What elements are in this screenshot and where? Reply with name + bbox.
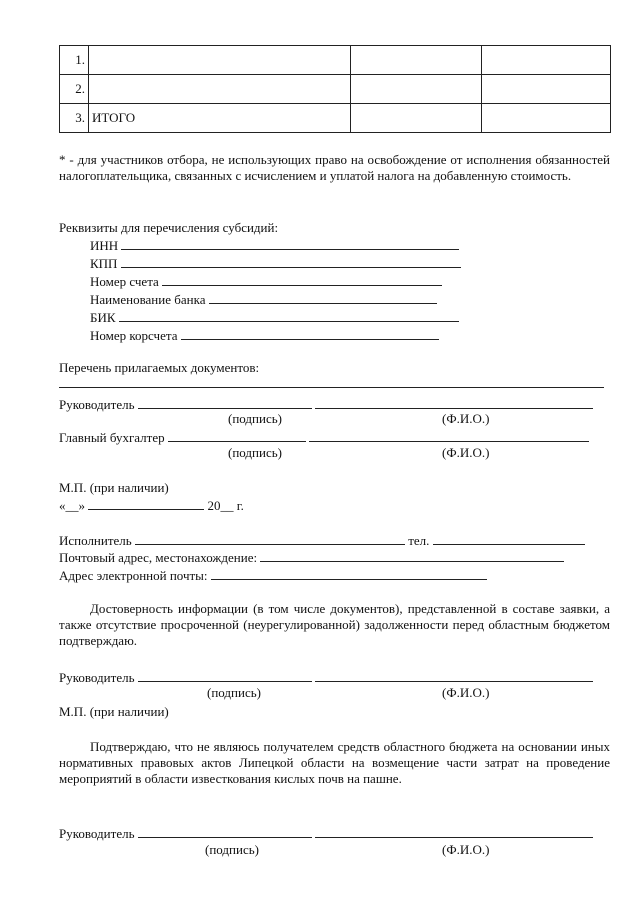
row-value xyxy=(482,104,611,133)
row-value xyxy=(351,75,482,104)
table-row xyxy=(60,75,611,104)
email-row xyxy=(59,567,487,584)
accountant-signature-row xyxy=(59,429,589,446)
row-name: ИТОГО xyxy=(89,104,351,133)
docs-title: Перечень прилагаемых документов: xyxy=(59,360,260,375)
docs-field[interactable] xyxy=(59,375,604,388)
fio-caption: (Ф.И.О.) xyxy=(442,411,490,426)
table-row xyxy=(60,46,611,75)
corr-label: Номер корсчета xyxy=(90,328,178,343)
date-row xyxy=(59,497,244,514)
row-name xyxy=(89,75,351,104)
row-number: 2. xyxy=(60,75,89,104)
bik-row xyxy=(90,309,459,326)
fio-caption: (Ф.И.О.) xyxy=(442,685,490,700)
postal-row xyxy=(59,549,564,566)
row-number: 1. xyxy=(60,46,89,75)
head-fio-field[interactable] xyxy=(315,669,593,682)
kpp-label: КПП xyxy=(90,256,118,271)
kpp-row xyxy=(90,255,461,272)
date-month-field[interactable] xyxy=(88,497,204,510)
corr-field[interactable] xyxy=(181,327,439,340)
head-signature-row xyxy=(59,396,593,413)
confirmation-paragraph-1: Достоверность информации (в том числе документов), представленной в составе заявки, а также отсутствие просроченной (неурегулированной) задолженности перед областным бюджетом подтверждаю. xyxy=(59,601,610,648)
head-fio-field[interactable] xyxy=(315,825,593,838)
postal-field[interactable] xyxy=(260,549,564,562)
head-fio-field[interactable] xyxy=(315,396,593,409)
account-row xyxy=(90,273,442,290)
row-number: 3. xyxy=(60,104,89,133)
head-signature-row-3 xyxy=(59,825,593,842)
email-field[interactable] xyxy=(211,567,487,580)
stamp-label: М.П. (при наличии) xyxy=(59,704,169,719)
accountant-sign-field[interactable] xyxy=(168,429,306,442)
account-label: Номер счета xyxy=(90,274,159,289)
date-year: 20__ г. xyxy=(207,498,244,513)
executor-row xyxy=(59,532,585,549)
fio-caption: (Ф.И.О.) xyxy=(442,842,490,857)
inn-label: ИНН xyxy=(90,238,119,253)
accountant-fio-field[interactable] xyxy=(309,429,589,442)
date-day: «__» xyxy=(59,498,85,513)
sign-caption: (подпись) xyxy=(228,445,282,460)
sign-caption: (подпись) xyxy=(205,842,259,857)
inn-field[interactable] xyxy=(121,237,459,250)
sign-caption: (подпись) xyxy=(228,411,282,426)
row-value xyxy=(482,75,611,104)
row-name xyxy=(89,46,351,75)
head-label: Руководитель xyxy=(59,670,135,685)
email-label: Адрес электронной почты: xyxy=(59,568,208,583)
bank-label: Наименование банка xyxy=(90,292,206,307)
bank-field[interactable] xyxy=(209,291,437,304)
row-value xyxy=(351,46,482,75)
phone-label: тел. xyxy=(408,533,430,548)
bik-label: БИК xyxy=(90,310,116,325)
inn-row xyxy=(90,237,459,254)
row-value xyxy=(482,46,611,75)
postal-label: Почтовый адрес, местонахождение: xyxy=(59,550,258,565)
bik-field[interactable] xyxy=(119,309,459,322)
phone-field[interactable] xyxy=(433,532,585,545)
fio-caption: (Ф.И.О.) xyxy=(442,445,490,460)
account-field[interactable] xyxy=(162,273,442,286)
head-signature-row-2 xyxy=(59,669,593,686)
requisites-title: Реквизиты для перечисления субсидий: xyxy=(59,220,279,235)
head-label: Руководитель xyxy=(59,826,135,841)
head-sign-field[interactable] xyxy=(138,669,312,682)
executor-field[interactable] xyxy=(135,532,405,545)
head-label: Руководитель xyxy=(59,397,135,412)
accountant-label: Главный бухгалтер xyxy=(59,430,165,445)
table-row xyxy=(60,104,611,133)
head-sign-field[interactable] xyxy=(138,825,312,838)
head-sign-field[interactable] xyxy=(138,396,312,409)
stamp-label: М.П. (при наличии) xyxy=(59,480,169,495)
row-value xyxy=(351,104,482,133)
sign-caption: (подпись) xyxy=(207,685,261,700)
summary-table xyxy=(59,45,611,133)
bank-row xyxy=(90,291,437,308)
corr-row xyxy=(90,327,439,344)
executor-label: Исполнитель xyxy=(59,533,132,548)
footnote: * - для участников отбора, не использующих право на освобождение от исполнения обязанностей налогоплательщика, связанных с исчислением и уплатой налога на добавленную стоимость. xyxy=(59,152,610,183)
confirmation-paragraph-2: Подтверждаю, что не являюсь получателем средств областного бюджета на основании иных нормативных правовых актов Липецкой области на возмещение части затрат на проведение мероприятий в области известкования кислых почв на пашне. xyxy=(59,739,610,786)
kpp-field[interactable] xyxy=(121,255,461,268)
